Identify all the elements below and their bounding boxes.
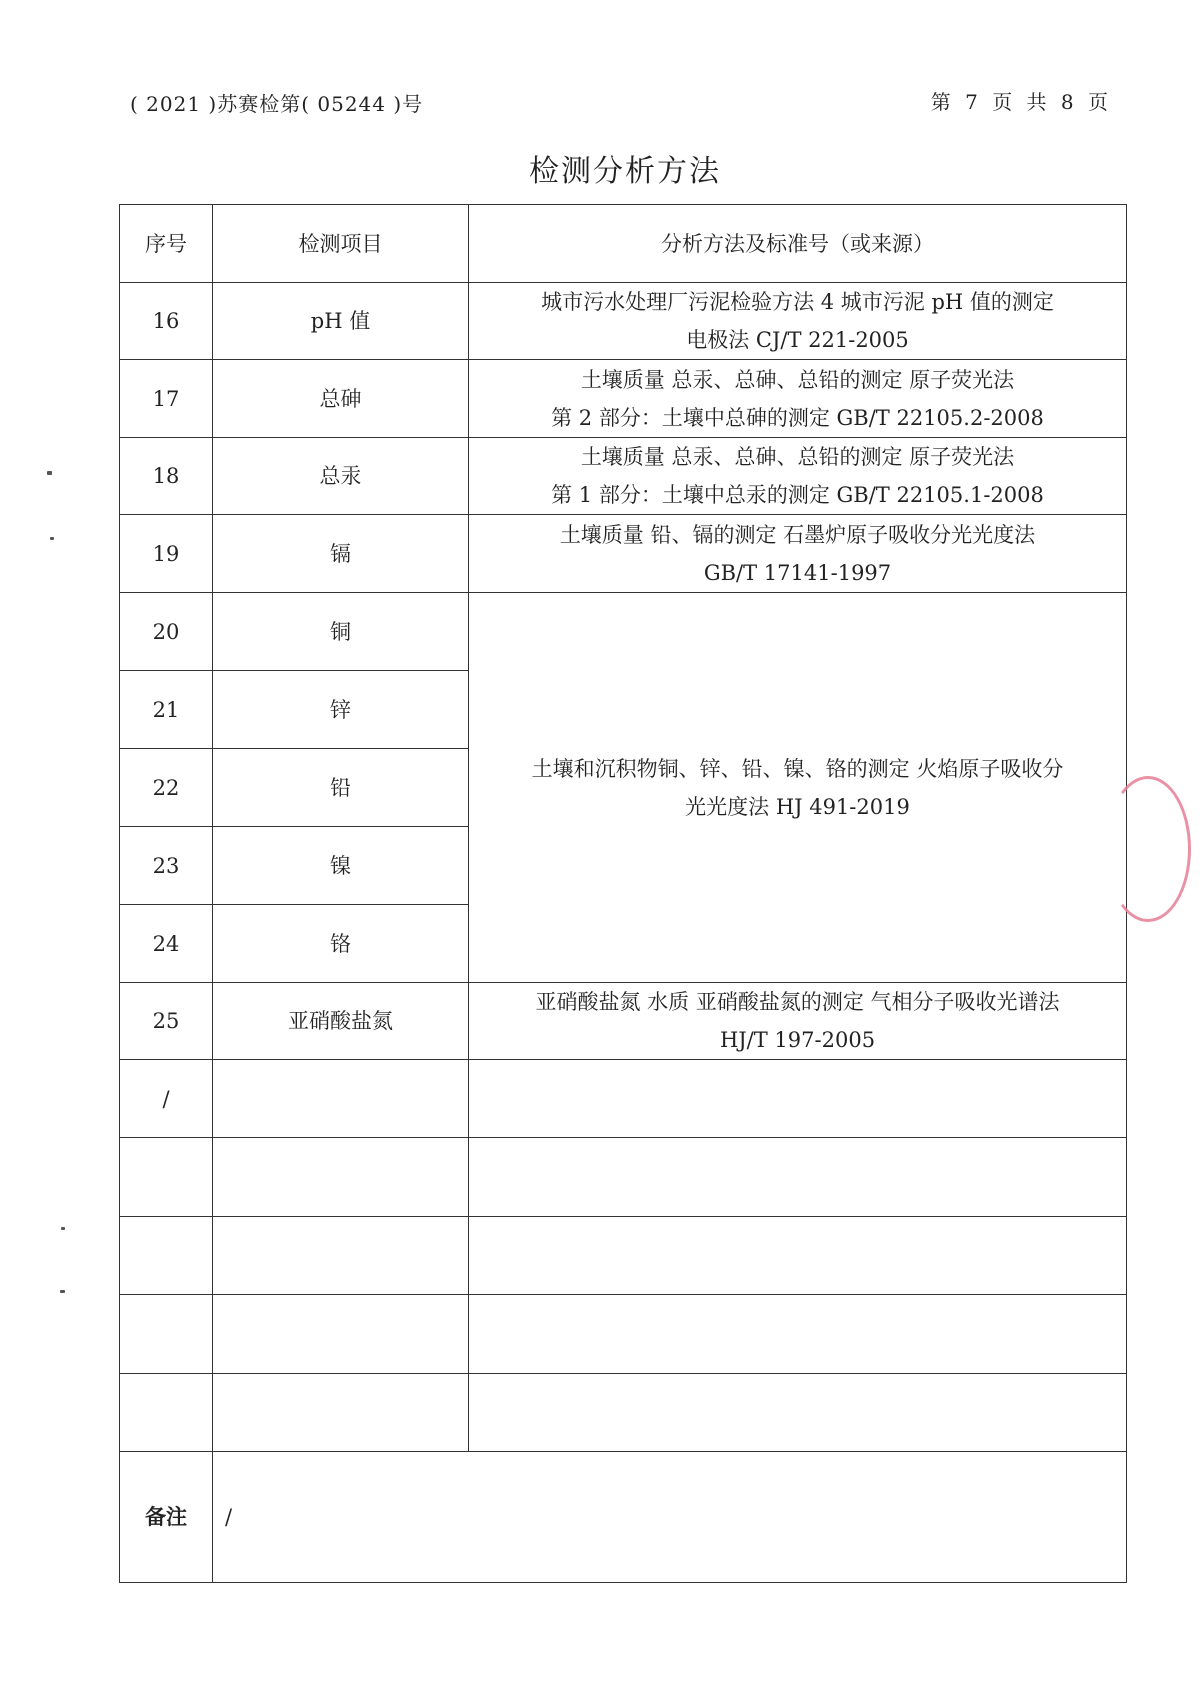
row-no: 16 (120, 283, 213, 360)
table-row (120, 983, 1127, 1060)
row-item (213, 1217, 469, 1295)
method-line: 城市污水处理厂污泥检验方法 4 城市污泥 pH 值的测定 (541, 290, 1054, 314)
scan-speck (47, 471, 52, 475)
row-item (213, 1138, 469, 1217)
scan-speck (60, 1290, 65, 1293)
row-item: 锌 (213, 671, 469, 749)
row-item (213, 1374, 469, 1452)
table-row (120, 593, 1127, 671)
row-method (469, 1374, 1127, 1452)
table-header-row (120, 205, 1127, 283)
report-number: ( 2021 )苏赛检第( 05244 )号 (130, 92, 424, 116)
row-item: 总砷 (213, 360, 469, 438)
row-no: 21 (120, 671, 213, 749)
row-method (469, 515, 1127, 593)
table-row (120, 1138, 1127, 1217)
table-row (120, 360, 1127, 438)
row-no: 19 (120, 515, 213, 593)
method-line: 第 1 部分：土壤中总汞的测定 GB/T 22105.1-2008 (551, 483, 1044, 507)
page-title: 检测分析方法 (529, 154, 721, 189)
method-line: 土壤质量 总汞、总砷、总铅的测定 原子荧光法 (580, 367, 1015, 392)
row-item: 铅 (213, 749, 469, 827)
row-item (213, 1295, 469, 1374)
method-line: HJ/T 197-2005 (719, 1028, 876, 1052)
methods-table (119, 204, 1127, 1583)
row-item: 镉 (213, 515, 469, 593)
row-item: 铬 (213, 905, 469, 983)
row-method (469, 360, 1127, 438)
row-item: 亚硝酸盐氮 (213, 983, 469, 1060)
row-no: 25 (120, 983, 213, 1060)
table-row (120, 1295, 1127, 1374)
row-item: 铜 (213, 593, 469, 671)
method-line: 亚硝酸盐氮 水质 亚硝酸盐氮的测定 气相分子吸收光谱法 (535, 990, 1060, 1014)
row-method (469, 983, 1127, 1060)
row-no: 18 (120, 438, 213, 515)
row-no: 17 (120, 360, 213, 438)
method-line: 第 2 部分：土壤中总砷的测定 GB/T 22105.2-2008 (551, 405, 1044, 430)
row-method (469, 283, 1127, 360)
table-row (120, 1217, 1127, 1295)
row-method-merged (469, 593, 1127, 983)
row-no (120, 1295, 213, 1374)
row-item: pH 值 (213, 283, 469, 360)
header-item: 检测项目 (213, 205, 469, 283)
row-no: 23 (120, 827, 213, 905)
scan-speck (50, 537, 54, 540)
remark-label: 备注 (120, 1452, 213, 1583)
scan-speck (61, 1227, 65, 1230)
row-no: 20 (120, 593, 213, 671)
table-row (120, 438, 1127, 515)
row-no (120, 1217, 213, 1295)
row-no: 22 (120, 749, 213, 827)
method-line: 土壤质量 总汞、总砷、总铅的测定 原子荧光法 (580, 445, 1015, 469)
row-item: 总汞 (213, 438, 469, 515)
page-indicator: 第 7 页 共 8 页 (930, 90, 1112, 114)
row-item (213, 1060, 469, 1138)
row-method (469, 1060, 1127, 1138)
method-line: 电极法 CJ/T 221-2005 (686, 328, 909, 352)
table-row (120, 1374, 1127, 1452)
row-no (120, 1138, 213, 1217)
table-row (120, 1060, 1127, 1138)
row-item: 镍 (213, 827, 469, 905)
remark-row (120, 1452, 1127, 1583)
row-no: 24 (120, 905, 213, 983)
remark-value: / (213, 1452, 1127, 1583)
method-line: 光光度法 HJ 491-2019 (685, 794, 910, 819)
row-method (469, 1295, 1127, 1374)
row-no: / (120, 1060, 213, 1138)
header-no: 序号 (120, 205, 213, 283)
method-line: 土壤质量 铅、镉的测定 石墨炉原子吸收分光光度法 (559, 522, 1036, 547)
row-method (469, 1217, 1127, 1295)
row-no (120, 1374, 213, 1452)
row-method (469, 438, 1127, 515)
method-line: GB/T 17141-1997 (703, 560, 892, 585)
header-method: 分析方法及标准号（或来源） (469, 205, 1127, 283)
table-row (120, 283, 1127, 360)
row-method (469, 1138, 1127, 1217)
method-line: 土壤和沉积物铜、锌、铅、镍、铬的测定 火焰原子吸收分 (531, 756, 1064, 781)
seal-stamp-edge (1105, 776, 1191, 922)
table-row (120, 515, 1127, 593)
